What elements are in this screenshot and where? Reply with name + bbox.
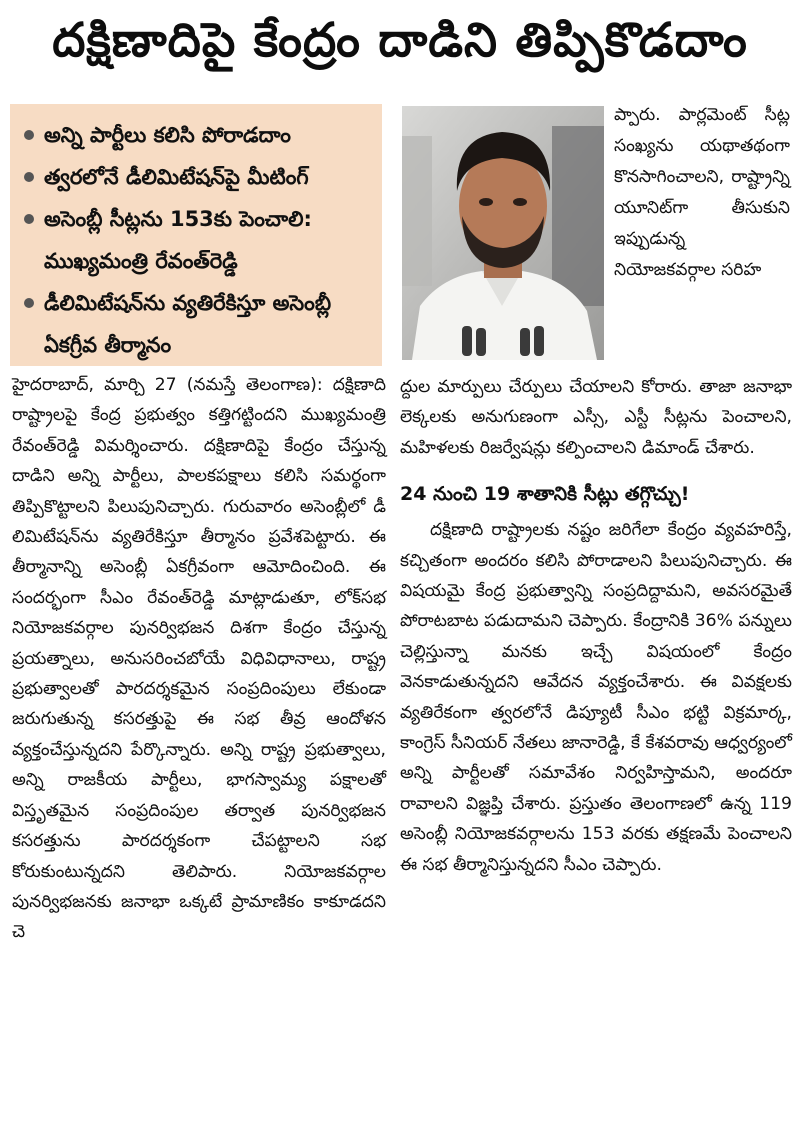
highlight-item	[22, 198, 374, 282]
chief-minister-photo	[402, 106, 604, 360]
bullet-icon	[24, 130, 34, 140]
highlight-text: అన్ని పార్టీలు కలిసి పోరాడదాం	[44, 123, 291, 147]
bullet-icon	[24, 298, 34, 308]
article-column-left	[12, 370, 386, 948]
headline: దక్షిణాదిపై కేంద్రం దాడిని తిప్పికొడదాం	[52, 13, 748, 68]
article-subheading: 24 నుంచి 19 శాతానికి సీట్లు తగ్గొచ్చు!	[400, 483, 690, 506]
article-paragraph: ద్దుల మార్పులు చేర్పులు చేయాలని కోరారు. తాజా జనాభా లెక్కలకు అనుగుణంగా ఎస్సీ, ఎస్టీ సీట్లను పెంచాలని, మహిళలకు రిజర్వేషన్లు కల్పించాలని డిమాండ్ చేశారు.	[400, 377, 792, 458]
highlight-item	[22, 114, 374, 156]
highlights-box	[10, 104, 382, 366]
bullet-icon	[24, 172, 34, 182]
highlight-item	[22, 156, 374, 198]
portrait-image	[402, 106, 604, 360]
article-paragraph: ప్పారు. పార్లమెంట్ సీట్ల సంఖ్యను యథాతథంగా కొనసాగించాలని, రాష్ట్రాన్ని యూనిట్‌గా తీసుకుని ఇప్పుడున్న నియోజకవర్గాల సరిహ	[614, 105, 790, 280]
highlight-text: త్వరలోనే డీలిమిటేషన్‌పై మీటింగ్	[44, 165, 309, 189]
highlight-text: డీలిమిటేషన్‌ను వ్యతిరేకిస్తూ అసెంబ్లీ ఏకగ్రీవ తీర్మానం	[44, 291, 332, 357]
highlight-text: అసెంబ్లీ సీట్లను 153కు పెంచాలి: ముఖ్యమంత్రి రేవంత్‌రెడ్డి	[44, 207, 312, 273]
highlight-item	[22, 282, 374, 366]
article-paragraph: దక్షిణాది రాష్ట్రాలకు నష్టం జరిగేలా కేంద్రం వ్యవహరిస్తే, కచ్చితంగా అందరం కలిసి పోరాడాలని పిలుపునిచ్చారు. ఈ విషయమై కేంద్ర ప్రభుత్వాన్ని సంప్రదిద్దామని, అవసరమైతే పోరాటబాట పడుదామని చెప్పారు. కేంద్రానికి 36% పన్నులు చెల్లిస్తున్నా మనకు ఇచ్చే విషయంలో కేంద్రం వెనకాడుతున్నదని ఆవేదన వ్యక్తంచేశారు. ఈ వివక్షలకు వ్యతిరేకంగా త్వరలోనే డిప్యూటీ సీఎం భట్టి విక్రమార్క, కాంగ్రెస్ సీనియర్ నేతలు జానారెడ్డి, కే కేశవరావు ఆధ్వర్యంలో అన్ని పార్టీలతో సమావేశం నిర్వహిస్తామని, అందరూ రావాలని విజ్ఞప్తి చేశారు. ప్రస్తుతం తెలంగాణలో ఉన్న 119 అసెంబ్లీ నియోజకవర్గాలను 153 వరకు తక్షణమే పెంచాలని ఈ సభ తీర్మానిస్తున్నదని సీఎం చెప్పారు.	[400, 520, 792, 875]
article-column-photo-side	[614, 100, 790, 286]
article-paragraph: హైదరాబాద్, మార్చి 27 (నమస్తే తెలంగాణ): దక్షిణాది రాష్ట్రాలపై కేంద్ర ప్రభుత్వం కత్తిగట్టిందని ముఖ్యమంత్రి రేవంత్‌రెడ్డి విమర్శించారు. దక్షిణాదిపై కేంద్రం చేస్తున్న దాడిని అన్ని పార్టీలు, పాలకపక్షాలు కలిసి సమర్థంగా తిప్పికొట్టాలని పిలుపునిచ్చారు. గురువారం అసెంబ్లీలో డీ లిమిటేషన్‌ను వ్యతిరేకిస్తూ తీర్మానం ప్రవేశపెట్టారు. ఈ తీర్మానాన్ని అసెంబ్లీ ఏకగ్రీవంగా ఆమోదించింది. ఈ సందర్భంగా సీఎం రేవంత్‌రెడ్డి మాట్లాడుతూ, లోక్‌సభ నియోజకవర్గాల పునర్విభజన దిశగా కేంద్రం చేస్తున్న ప్రయత్నాలు, అనుసరించబోయే విధివిధానాలు, రాష్ట్ర ప్రభుత్వాలతో పారదర్శకమైన సంప్రదింపులు లేకుండా జరుగుతున్న కసరత్తుపై ఈ సభ తీవ్ర ఆందోళన వ్యక్తంచేస్తున్నదని పేర్కొన్నారు. అన్ని రాష్ట్ర ప్రభుత్వాలు, అన్ని రాజకీయ పార్టీలు, భాగస్వామ్య పక్షాలతో విస్తృతమైన సంప్రదింపుల తర్వాత పునర్విభజన కసరత్తును పారదర్శకంగా చేపట్టాలని సభ కోరుకుంటున్నదని తెలిపారు. నియోజకవర్గాల పునర్విభజనకు జనాభా ఒక్కటే ప్రామాణికం కాకూడదని చె	[12, 375, 386, 943]
article-column-right	[400, 372, 792, 880]
bullet-icon	[24, 214, 34, 224]
